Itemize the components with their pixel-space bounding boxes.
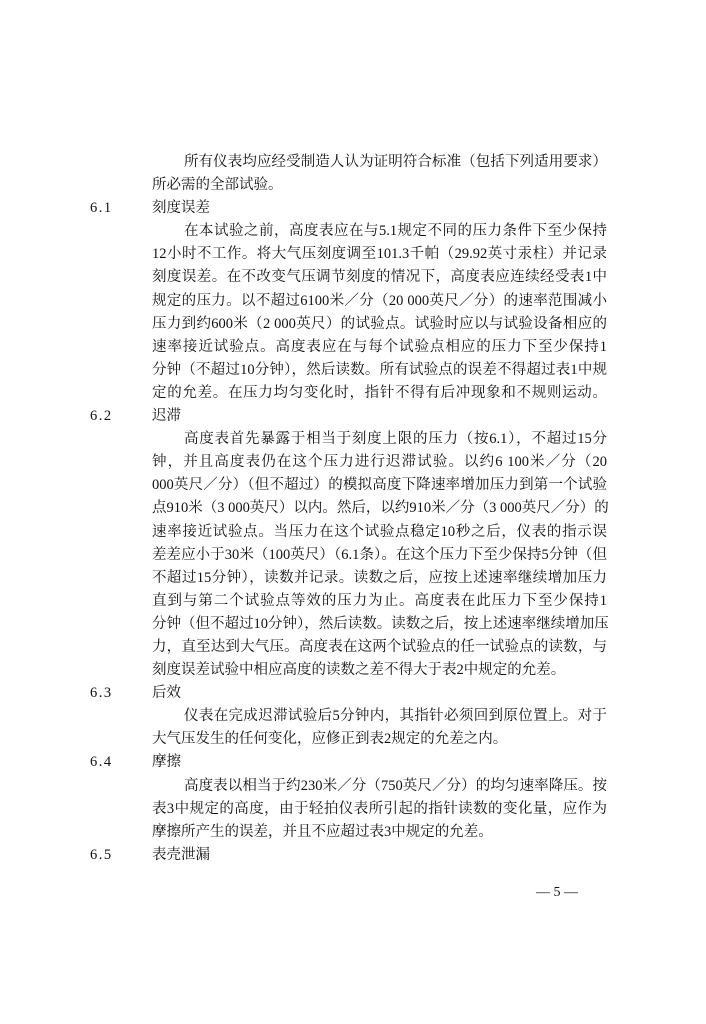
paragraph-line: 规定的压力。以不超过6100米／分（20 000英尺／分）的速率范围减小 (152, 292, 607, 309)
paragraph-line: 定的允差。在压力均匀变化时，指针不得有后冲现象和不规则运动。 (152, 384, 607, 401)
section-6-5-heading (90, 844, 607, 867)
section-number: 6.1 (90, 200, 113, 217)
paragraph-line: 力，直至达到大气压。高度表在这两个试验点的任一试验点的读数，与 (152, 638, 607, 655)
paragraph-line: 压力到约600米（2 000英尺）的试验点。试验时应以与试验设备相应的 (152, 315, 607, 332)
intro-line: 所有仪表均应经受制造人认为证明符合标准（包括下列适用要求） (184, 154, 607, 170)
paragraph-line: 000英尺／分）（但不超过）的模拟高度下降速率增加压力到第一个试验 (152, 477, 607, 494)
paragraph-line: 点910米（3 000英尺）以内。然后，以约910米／分（3 000英尺／分）的 (152, 500, 609, 517)
page-number: — 5 — (536, 885, 578, 900)
section-title: 刻度误差 (152, 200, 210, 217)
section-6-2-heading (90, 405, 607, 428)
section-number: 6.3 (90, 685, 113, 702)
section-6-1-heading (90, 197, 607, 220)
paragraph-line: 直到与第二个试验点等效的压力为止。高度表在此压力下至少保持1 (152, 592, 607, 609)
paragraph-line: 摩擦所产生的误差，并且不应超过表3中规定的允差。 (152, 823, 493, 840)
paragraph-line: 仪表在完成迟滞试验后5分钟内，其指针必须回到原位置上。对于 (184, 708, 607, 725)
paragraph-line: 不超过15分钟），读数并记录。读数之后，应按上述速率继续增加压力 (152, 569, 607, 586)
intro-line: 所必需的全部试验。 (152, 177, 283, 194)
section-number: 6.5 (90, 846, 113, 863)
paragraph-line: 速率接近试验点。当压力在这个试验点稳定10秒之后，仪表的指示误 (152, 523, 607, 540)
paragraph-line: 钟，并且高度表仍在这个压力进行迟滞试验。以约6 100米／分（20 (152, 454, 607, 471)
section-number: 6.2 (90, 408, 113, 425)
paragraph-line: 12小时不工作。将大气压刻度调至101.3千帕（29.92英寸汞柱）并记录 (152, 246, 607, 263)
paragraph-line: 在本试验之前，高度表应在与5.1规定不同的压力条件下至少保持 (184, 223, 607, 240)
section-title: 后效 (152, 685, 181, 702)
paragraph-line: 高度表首先暴露于相当于刻度上限的压力（按6.1），不超过15分 (184, 431, 607, 448)
section-number: 6.4 (90, 754, 113, 771)
section-title: 迟滞 (152, 408, 181, 425)
paragraph-line: 表3中规定的高度，由于轻拍仪表所引起的指针读数的变化量，应作为 (152, 800, 607, 817)
paragraph-line: 高度表以相当于约230米／分（750英尺／分）的均匀速率降压。按 (184, 777, 607, 794)
paragraph-line: 差差应小于30米（100英尺）（6.1条）。在这个压力下至少保持5分钟（但 (152, 546, 607, 563)
section-6-3-heading (90, 682, 607, 705)
paragraph-line: 速率接近试验点。高度表应在与每个试验点相应的压力下至少保持1 (152, 338, 607, 355)
paragraph-line: 分钟（不超过10分钟），然后读数。所有试验点的误差不得超过表1中规 (152, 361, 607, 378)
section-title: 表壳泄漏 (152, 846, 210, 863)
paragraph-line: 分钟（但不超过10分钟），然后读数。读数之后，按上述速率继续增加压 (152, 615, 609, 632)
section-title: 摩擦 (152, 754, 181, 771)
section-6-4-heading (90, 751, 607, 774)
paragraph-line: 刻度误差试验中相应高度的读数之差不得大于表2中规定的允差。 (152, 662, 566, 679)
paragraph-line: 大气压发生的任何变化，应修正到表2规定的允差之内。 (152, 731, 508, 748)
paragraph-line: 刻度误差。在不改变气压调节刻度的情况下，高度表应连续经受表1中 (152, 269, 607, 286)
body-text (90, 151, 609, 867)
